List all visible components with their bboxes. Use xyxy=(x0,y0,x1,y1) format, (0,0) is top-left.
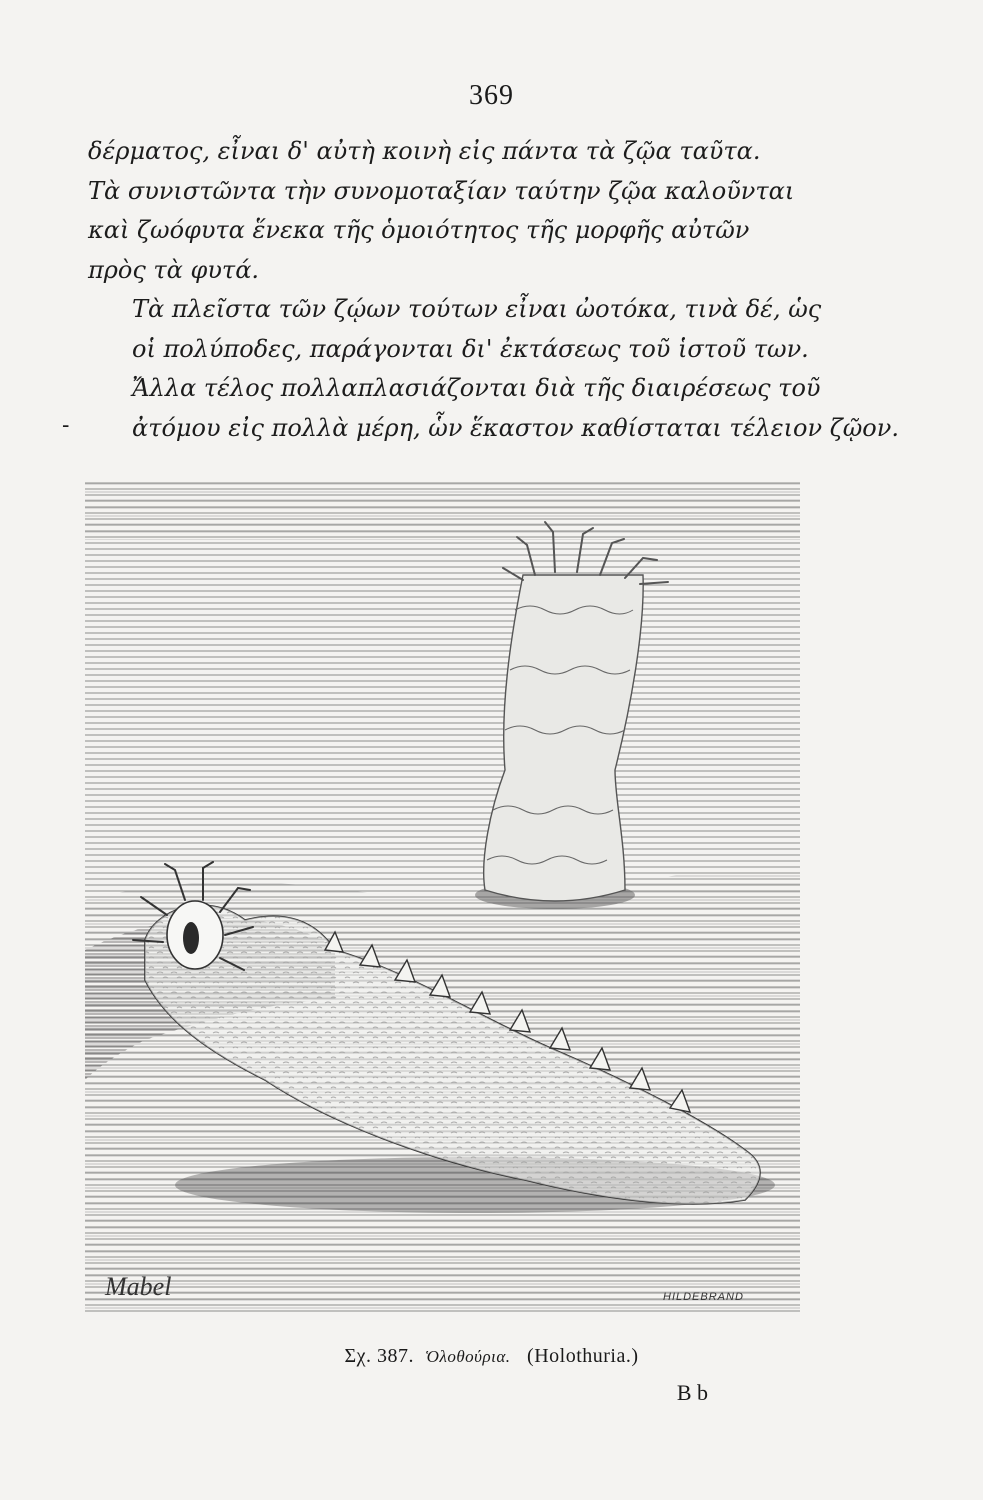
text-line: πρὸς τὰ φυτά. xyxy=(88,255,260,284)
caption-greek: Ὁλοθούρια. xyxy=(425,1347,511,1366)
engraver-signature-left: Mabel xyxy=(105,1272,172,1301)
text-line: δέρματος, εἶναι δ' αὐτὴ κοινὴ εἰς πάντα τὰ ζῷα ταῦτα. xyxy=(88,137,761,165)
margin-dash: - xyxy=(62,413,70,438)
text-line: Τὰ συνιστῶντα τὴν συνομοταξίαν ταύτην ζῷα καλοῦνται xyxy=(88,176,795,205)
text-line: οἱ πολύποδες, παράγονται δι' ἐκτάσεως τοῦ ἱστοῦ των. xyxy=(132,334,809,363)
text-line: καὶ ζωόφυτα ἕνεκα τῆς ὁμοιότητος τῆς μορφῆς αὐτῶν xyxy=(88,216,750,244)
paragraph-2 xyxy=(88,290,899,448)
caption-latin: (Holothuria.) xyxy=(527,1345,639,1367)
figure-caption xyxy=(0,1345,983,1368)
mouth-opening xyxy=(183,922,199,954)
text-line: ἀτόμου εἰς πολλὰ μέρη, ὧν ἕκαστον καθίσταται τέλειον ζῷον. xyxy=(132,413,899,442)
text-line: Τὰ πλεῖστα τῶν ζῴων τούτων εἶναι ὠοτόκα, τινὰ δέ, ὡς xyxy=(132,295,822,323)
text-line: Ἄλλα τέλος πολλαπλασιάζονται διὰ τῆς διαιρέσεως τοῦ xyxy=(132,374,821,402)
engraver-signature-right: HILDEBRAND xyxy=(663,1291,744,1303)
paragraph-1 xyxy=(88,132,800,290)
caption-number: Σχ. 387. xyxy=(344,1345,415,1367)
page-number: 369 xyxy=(469,80,514,111)
printer-signature-mark: B b xyxy=(676,1380,708,1405)
body-text xyxy=(88,132,899,448)
holothuria-engraving xyxy=(85,480,800,1312)
